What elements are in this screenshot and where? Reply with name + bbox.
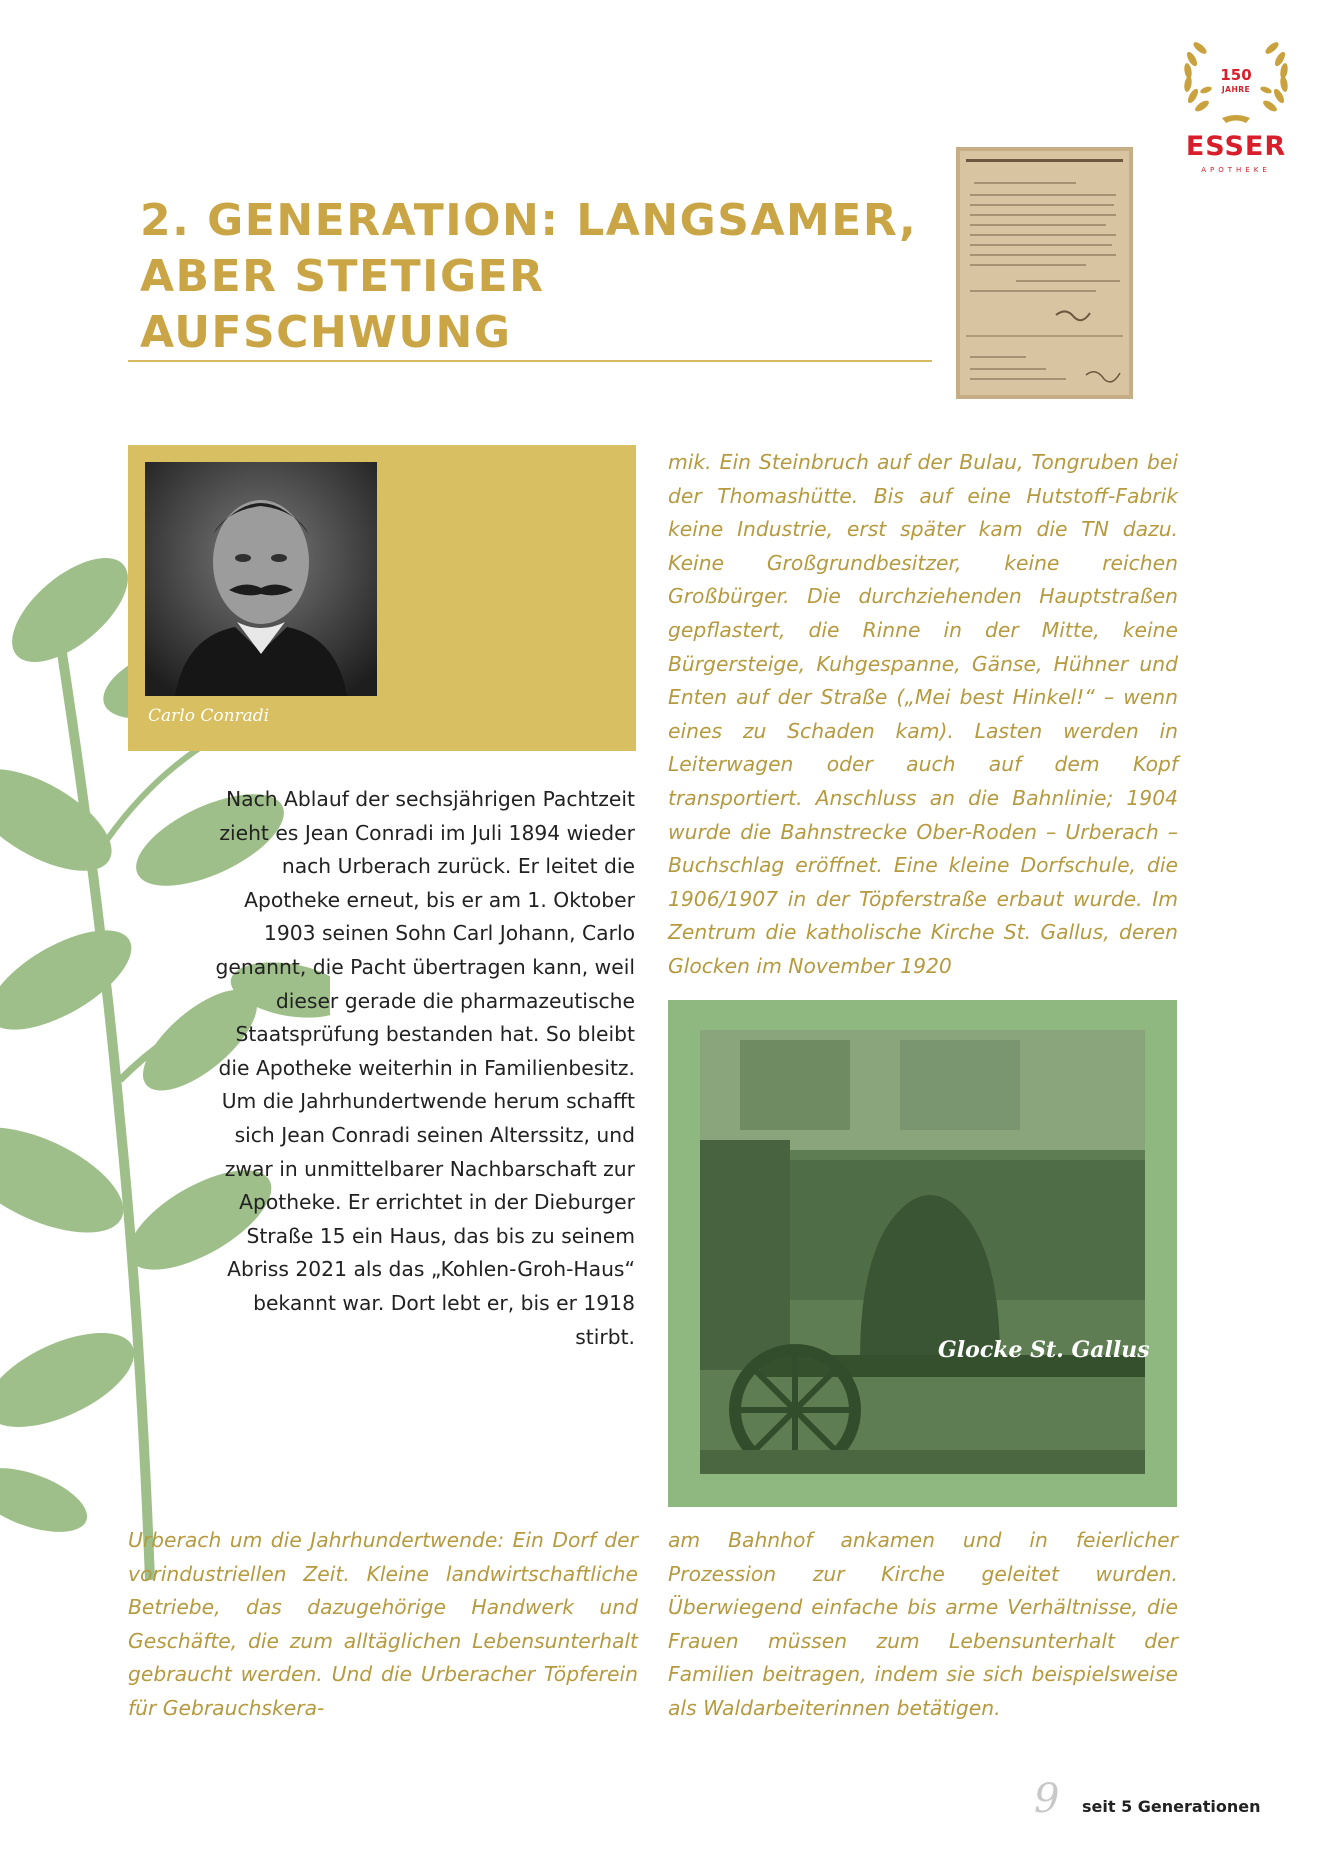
village-text-intro: Urberach um die Jahrhundertwende: Ein Dorf der vorindustriellen Zeit. Kleine landwirtschaftliche Betriebe, das dazugehörige Handwerk und Geschäfte, die zum alltäglichen Lebensunterhalt gebraucht werden. Und die Urberacher Töpferein für Gebrauchskera- xyxy=(128,1528,638,1720)
bell-photo xyxy=(700,1030,1145,1474)
brand-name: ESSER xyxy=(1185,131,1287,162)
bell-caption: Glocke St. Gallus xyxy=(938,1337,1150,1363)
main-story-text: Nach Ablauf der sechsjährigen Pachtzeit zieht es Jean Conradi im Juli 1894 wieder nach Urberach zurück. Er leitet die Apotheke erneut, bis er am 1. Oktober 1903 seinen Sohn Carl Johann, Carlo genannt, die Pacht übertragen kann, weil dieser gerade die pharmazeutische Staatsprüfung bestanden hat. So bleibt die Apotheke weiterhin in Familienbesitz. Um die Jahrhundertwende herum schafft sich Jean Conradi seinen Alterssitz, und zwar in unmittelbarer Nachbarschaft zur Apotheke. Er errichtet in der Dieburger Straße 15 ein Haus, das bis zu seinem Abriss 2021 als das „Kohlen-Groh-Haus“ bekannt war. Dort lebt er, bis er 1918 stirbt. xyxy=(215,787,635,1349)
portrait-photo xyxy=(145,462,377,696)
village-text-continued: mik. Ein Steinbruch auf der Bulau, Tongruben bei der Thomashütte. Bis auf eine Hutstoff-Fabrik keine Industrie, erst später kam die TN dazu. Keine Großgrundbesitzer, keine reichen Großbürger. Die durchziehenden Hauptstraßen gepflastert, die Rinne in der Mitte, keine Bürgersteige, Kuhgespanne, Gänse, Hühner und Enten auf der Straße („Mei best Hinkel!“ – wenn eines zu Schaden kam). Lasten werden in Leiterwagen oder auch auf dem Kopf transportiert. Anschluss an die Bahnlinie; 1904 wurde die Bahnstrecke Ober-Roden – Urberach – Buchschlag eröffnet. Eine kleine Dorfschule, die 1906/1907 in der Töpferstraße erbaut wurde. Im Zentrum die katholische Kirche St. Gallus, deren Glocken im November 1920 xyxy=(668,450,1178,978)
brand-subtitle: APOTHEKE xyxy=(1201,166,1271,174)
footer-label: seit 5 Generationen xyxy=(1082,1797,1261,1816)
title-divider xyxy=(128,360,932,362)
page-number: 9 xyxy=(1034,1776,1060,1822)
anniversary-label: JAHRE xyxy=(1221,85,1251,94)
anniversary-logo xyxy=(1172,28,1300,178)
page-title: 2. GENERATION: LANGSAMER, ABER STETIGER AUFSCHWUNG xyxy=(140,195,918,358)
village-text-end: am Bahnhof ankamen und in feierlicher Prozession zur Kirche geleitet wurden. Überwiegend einfache bis arme Verhältnisse, die Frauen müssen zum Lebensunterhalt der Familien beitragen, indem sie sich beispielsweise als Waldarbeiterinnen betätigen. xyxy=(668,1528,1178,1720)
anniversary-number: 150 xyxy=(1220,66,1252,84)
portrait-caption: Carlo Conradi xyxy=(148,706,270,726)
approbation-document-image xyxy=(956,147,1133,399)
